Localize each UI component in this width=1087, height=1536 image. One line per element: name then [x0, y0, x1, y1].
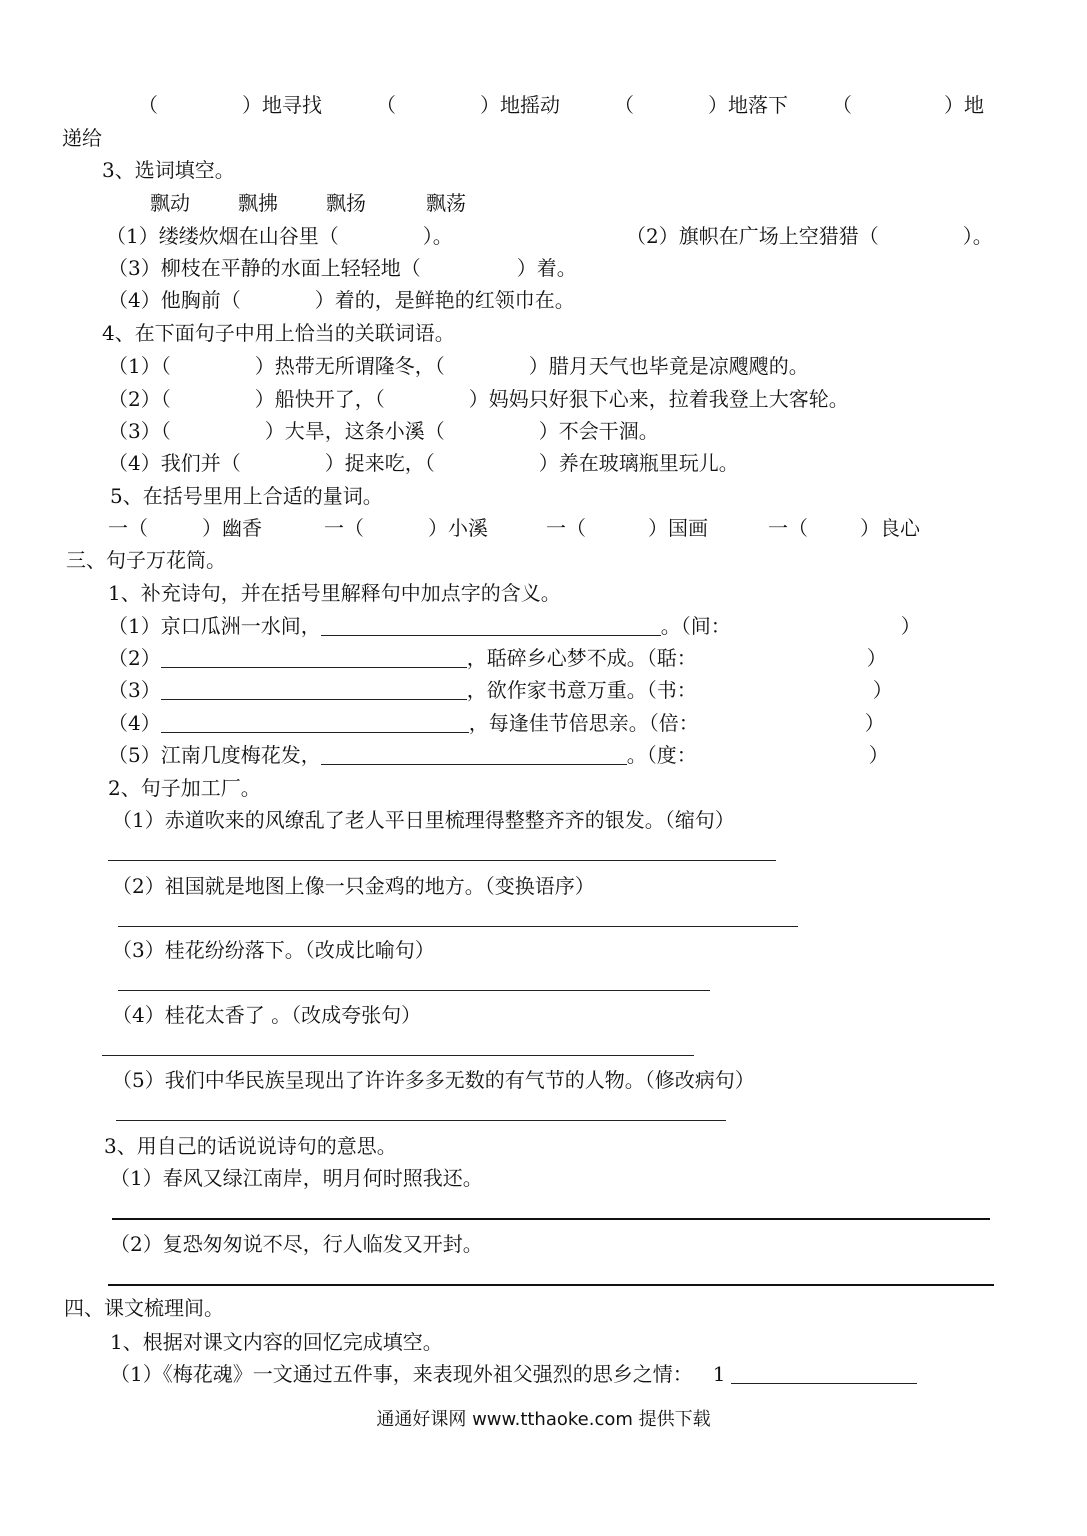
q3-sentence-4: （4）他胸前（ ）着的，是鲜艳的红领巾在。 — [108, 288, 575, 312]
poem-line-1: （1）京口瓜洲一水间， 。（间： ） — [108, 614, 921, 638]
poem-line-5: （5）江南几度梅花发， 。（度： ） — [108, 743, 889, 767]
section-3-heading: 三、句子万花筒。 — [66, 548, 226, 572]
q4-sentence-4: （4）我们并（ ）捉来吃，（ ）养在玻璃瓶里玩儿。 — [108, 451, 739, 475]
poem-meaning-2: （2）复恐匆匆说不尽，行人临发又开封。 — [110, 1232, 483, 1256]
fill-adverb-continuation: 递给 — [62, 126, 102, 150]
q3-sentence-2: （2）旗帜在广场上空猎猎（ ）。 — [626, 224, 993, 248]
answer-line — [108, 1284, 994, 1286]
answer-line — [102, 1055, 694, 1056]
page-footer: 通通好课网 www.tthaoke.com 提供下载 — [376, 1409, 711, 1430]
rewrite-sentence-1: （1）赤道吹来的风缭乱了老人平日里梳理得整整齐齐的银发。（缩句） — [112, 808, 735, 832]
q4-sentence-2: （2）（ ）船快开了，（ ）妈妈只好狠下心来，拉着我登上大客轮。 — [108, 387, 849, 411]
section-4-heading: 四、课文梳理间。 — [64, 1296, 224, 1320]
s3-q3-title: 3、用自己的话说说诗句的意思。 — [104, 1134, 397, 1158]
q3-sentence-1: （1）缕缕炊烟在山谷里（ ）。 — [106, 224, 453, 248]
poem-line-2: （2） ，聒碎乡心梦不成。（聒： ） — [108, 646, 887, 670]
question-4-title: 4、在下面句子中用上恰当的关联词语。 — [102, 321, 455, 345]
measure-words-line: 一（ ）幽香 一（ ）小溪 一（ ）国画 一（ ）良心 — [108, 516, 920, 540]
rewrite-sentence-4: （4）桂花太香了 。（改成夸张句） — [112, 1003, 422, 1027]
s4-q1-title: 1、根据对课文内容的回忆完成填空。 — [110, 1330, 443, 1354]
question-5-title: 5、在括号里用上合适的量词。 — [110, 484, 383, 508]
rewrite-sentence-2: （2）祖国就是地图上像一只金鸡的地方。（变换语序） — [112, 874, 595, 898]
word-bank: 飘动 飘拂 飘扬 飘荡 — [150, 191, 466, 215]
answer-line — [118, 990, 710, 991]
s4-q1-sentence-1: （1）《梅花魂》一文通过五件事，来表现外祖父强烈的思乡之情： 1 — [110, 1360, 917, 1388]
poem-line-4: （4） ，每逢佳节倍思亲。（倍： ） — [108, 711, 885, 735]
answer-line — [116, 1120, 726, 1121]
question-3-title: 3、选词填空。 — [102, 158, 235, 182]
rewrite-sentence-5: （5）我们中华民族呈现出了许许多多无数的有气节的人物。（修改病句） — [112, 1068, 755, 1092]
answer-line — [118, 926, 798, 927]
fill-adverb-line: （ ）地寻找 （ ）地摇动 （ ）地落下 （ ）地 — [138, 93, 984, 117]
poem-line-3: （3） ，欲作家书意万重。（书： ） — [108, 678, 893, 702]
q3-sentence-3: （3）柳枝在平静的水面上轻轻地（ ）着。 — [108, 256, 577, 280]
poem-meaning-1: （1）春风又绿江南岸，明月何时照我还。 — [110, 1166, 483, 1190]
q4-sentence-1: （1）（ ）热带无所谓隆冬，（ ）腊月天气也毕竟是凉飕飕的。 — [108, 354, 809, 378]
s3-q1-title: 1、补充诗句，并在括号里解释句中加点字的含义。 — [108, 581, 561, 605]
s3-q2-title: 2、句子加工厂。 — [108, 776, 261, 800]
answer-line — [108, 860, 776, 861]
q4-sentence-3: （3）（ ）大旱，这条小溪（ ）不会干涸。 — [108, 419, 659, 443]
rewrite-sentence-3: （3）桂花纷纷落下。（改成比喻句） — [112, 938, 435, 962]
answer-line — [112, 1218, 990, 1220]
